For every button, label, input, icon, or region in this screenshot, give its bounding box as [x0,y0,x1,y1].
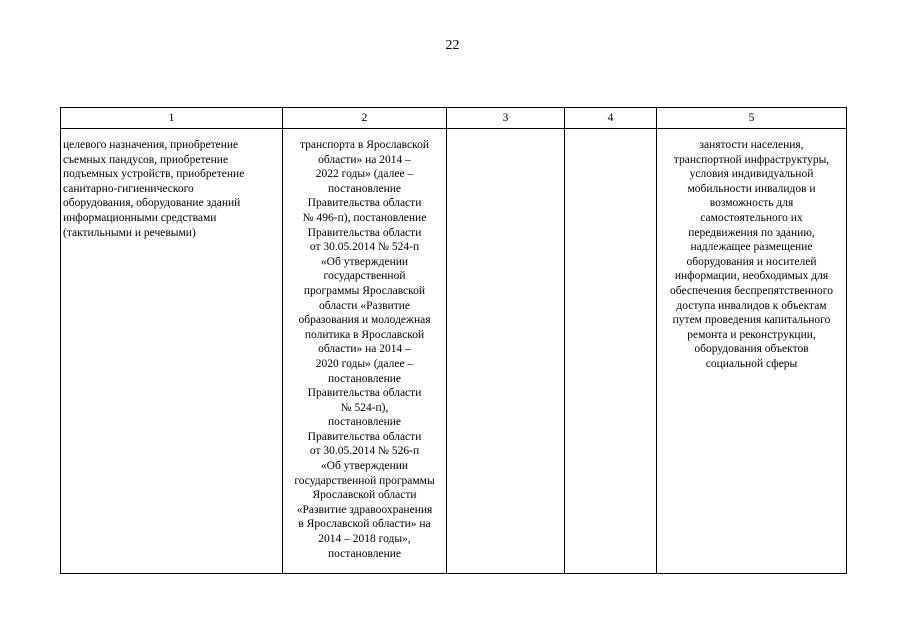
table-row [61,129,847,574]
table-cell-col5 [657,129,847,574]
page-number: 22 [445,38,460,53]
cell-text-col4 [565,129,656,138]
cell-text-col2: транспорта в Ярославской области» на 2014 – 2022 годы» (далее – постановление Правительства области № 496-п), постановление Правительства области от 30.05.2014 № 524-п «Об утверждении государственной программы Ярославской области «Развитие образования и молодежная политика в Ярославской области» на 2014 – 2020 годы» (далее – постановление Правительства области № 524-п), постановление Правительства области от 30.05.2014 № 526-п «Об утверждении государственной программы Ярославской области «Развитие здравоохранения в Ярославской области» на 2014 – 2018 годы», постановление [294,139,435,560]
cell-text-col5: занятости населения, транспортной инфраструктуры, условия индивидуальной мобильности инвалидов и возможность для самостоятельного их передвижения по зданию, надлежащее размещение оборудования и носителей информации, необходимых для обеспечения беспрепятственного доступа инвалидов к объектам путем проведения капитального ремонта и реконструкции, оборудования объектов социальной сферы [670,139,833,370]
column-header-3: 3 [447,108,565,129]
column-header-2: 2 [283,108,447,129]
table-cell-col4 [565,129,657,574]
cell-text-col1: целевого назначения, приобретение съемных пандусов, приобретение подъемных устройств, приобретение санитарно-гигиенического оборудования, оборудование зданий информационными средствами (тактильными и речевыми) [63,139,245,239]
column-header-5: 5 [657,108,847,129]
document-table [60,107,847,574]
table-cell-col3 [447,129,565,574]
column-header-4: 4 [565,108,657,129]
table-cell-col2 [283,129,447,574]
table-header-row [61,108,847,129]
column-header-1: 1 [61,108,283,129]
cell-text-col3 [447,129,564,138]
table-cell-col1 [61,129,283,574]
